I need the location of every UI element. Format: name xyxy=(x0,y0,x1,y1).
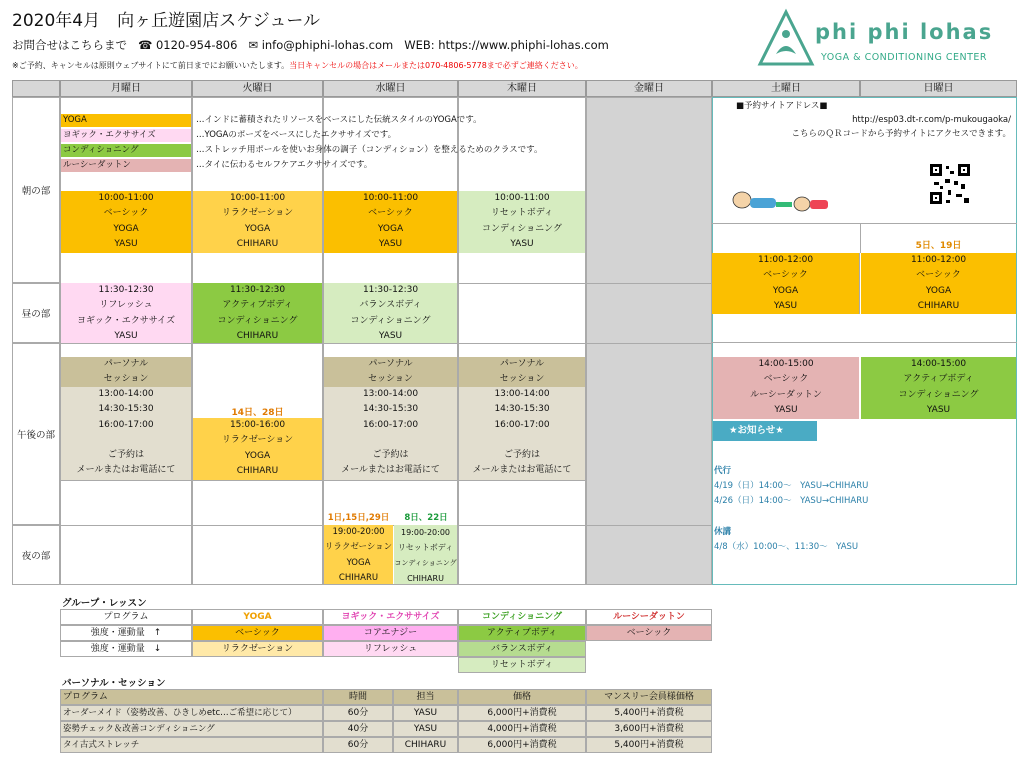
class-name: ベーシック xyxy=(763,270,808,281)
class-type: コンディショニング xyxy=(350,315,431,326)
logo-text: phi phi lohas xyxy=(815,20,994,44)
row-divider xyxy=(60,480,586,481)
personal-header-price: 価格 xyxy=(458,689,586,705)
news-off-heading: 休講 xyxy=(714,527,732,537)
class-sun-afternoon[interactable] xyxy=(861,357,1016,419)
group-yogic-core: コアエナジー xyxy=(323,625,458,641)
personal-session-wed[interactable] xyxy=(324,357,457,387)
class-mon-noon[interactable] xyxy=(61,283,191,343)
group-cond-active: アクティブボディ xyxy=(458,625,586,641)
class-instructor: CHIHARU xyxy=(407,573,444,583)
class-name: リフレッシュ xyxy=(99,300,153,311)
day-header-mon: 月曜日 xyxy=(60,80,192,97)
web-url[interactable]: WEB: https://www.phiphi-lohas.com xyxy=(404,38,609,52)
group-row1-label: 強度・運動量 ↑ xyxy=(60,625,192,641)
class-type: コンディショニング xyxy=(898,389,979,400)
logo-subtitle: YOGA & CONDITIONING CENTER xyxy=(821,52,988,63)
personal-row-instructor: YASU xyxy=(393,721,458,737)
personal-row-duration: 60分 xyxy=(323,705,393,721)
personal-row-price: 4,000円+消費税 xyxy=(458,721,586,737)
slot-time: 14:30-15:30 xyxy=(362,404,419,415)
news-sub-heading: 代行 xyxy=(714,466,732,476)
session-label: セッション xyxy=(499,374,545,385)
phone-icon: ☎ xyxy=(137,38,153,52)
legend-desc-yoga: …インドに蓄積されたリソースをベースにした伝統スタイルのYOGAです。 xyxy=(196,115,482,125)
reservation-url[interactable]: http://esp03.dt-r.com/p-mukougaoka/ xyxy=(852,115,1011,125)
class-name: リセットボディ xyxy=(397,543,454,553)
reserve-note: メールまたはお電話にて xyxy=(341,465,440,476)
session-label: セッション xyxy=(103,374,149,385)
qr-code-icon[interactable] xyxy=(928,162,972,206)
class-name: リラクゼーション xyxy=(221,208,294,219)
legend-desc-ruesi: …タイに伝わるセルフケアエクササイズです。 xyxy=(196,160,373,170)
class-name: アクティブボディ xyxy=(903,374,974,385)
class-time: 11:00-12:00 xyxy=(910,255,967,265)
personal-header-instructor: 担当 xyxy=(393,689,458,705)
page-title: 2020年4月 向ヶ丘遊園店スケジュール xyxy=(12,11,321,31)
slot-time: 16:00-17:00 xyxy=(494,419,550,430)
class-sat-morning[interactable] xyxy=(712,253,860,314)
class-instructor: YASU xyxy=(114,238,138,249)
news-substitute xyxy=(714,464,868,509)
class-mon-morning[interactable] xyxy=(61,191,191,253)
class-type: YOGA xyxy=(346,557,371,568)
reserve-note: ご予約は xyxy=(107,450,144,461)
class-instructor: YASU xyxy=(926,404,951,415)
personal-slots-thu[interactable] xyxy=(459,387,585,481)
session-label: セッション xyxy=(368,374,413,385)
class-type: ヨギック・エクササイズ xyxy=(76,315,176,326)
personal-slots-mon[interactable] xyxy=(61,387,191,481)
legend-conditioning: コンディショニング xyxy=(61,144,191,157)
class-time: 19:00-20:00 xyxy=(332,527,385,537)
group-cond-balance: バランスボディ xyxy=(458,641,586,657)
legend-desc-yogic: …YOGAのポーズをベースにしたエクササイズです。 xyxy=(196,130,397,140)
class-time: 11:30-12:30 xyxy=(362,285,419,295)
personal-row-price: 6,000円+消費税 xyxy=(458,737,586,753)
lotus-triangle-icon xyxy=(756,8,816,70)
class-type: コンディショニング xyxy=(482,223,562,234)
class-time: 10:00-11:00 xyxy=(362,193,419,203)
row-divider xyxy=(712,342,1017,343)
personal-row-program: タイ古式ストレッチ xyxy=(60,737,323,753)
class-type: YOGA xyxy=(772,285,799,296)
slot-time: 16:00-17:00 xyxy=(98,419,154,430)
slot-time: 13:00-14:00 xyxy=(494,389,550,399)
class-time: 10:00-11:00 xyxy=(494,193,550,203)
period-morning: 朝の部 xyxy=(12,97,60,283)
class-name: ベーシック xyxy=(763,374,809,385)
row-divider xyxy=(712,223,1017,224)
personal-header-member-price: マンスリー会員様価格 xyxy=(586,689,712,705)
contact-line xyxy=(12,37,609,53)
class-wed-morning[interactable] xyxy=(324,191,457,253)
class-time: 10:00-11:00 xyxy=(229,193,286,203)
legend-desc-conditioning: …ストレッチ用ポールを使いお身体の調子（コンディション）を整えるためのクラスです。 xyxy=(196,145,543,155)
personal-row-duration: 60分 xyxy=(323,737,393,753)
phone-number[interactable]: 0120-954-806 xyxy=(155,38,238,52)
group-col-yoga: YOGA xyxy=(192,609,323,625)
class-wed-noon[interactable] xyxy=(324,283,457,343)
corner-header xyxy=(12,80,60,97)
notice-text: ※ご予約、キャンセルは原則ウェブサイトにて前日までにお願いいたします。 xyxy=(12,61,290,70)
news-sub-item: 4/26（日）14:00～ YASU→CHIHARU xyxy=(714,496,869,506)
session-label: パーソナル xyxy=(103,359,149,369)
class-instructor: YASU xyxy=(114,330,138,341)
class-thu-morning[interactable] xyxy=(459,191,585,253)
news-off-item: 4/8（水）10:00～、11:30～ YASU xyxy=(714,542,859,552)
class-wed-evening-b[interactable] xyxy=(394,525,457,584)
group-program-label: プログラム xyxy=(60,609,192,625)
personal-row-price: 6,000円+消費税 xyxy=(458,705,586,721)
reserve-note: メールまたはお電話にて xyxy=(472,465,572,476)
class-name: アクティブボディ xyxy=(222,300,293,311)
group-yoga-relax: リラクゼーション xyxy=(192,641,323,657)
notice-line xyxy=(12,60,583,71)
reserve-note: メールまたはお電話にて xyxy=(76,465,176,476)
class-type: コンディショニング xyxy=(394,558,457,567)
class-name: バランスボディ xyxy=(359,300,422,311)
wed-dates-a: 1日,15日,29日 xyxy=(327,513,390,523)
personal-session-title: パーソナル・セッション xyxy=(62,678,166,689)
email-address[interactable]: info@phiphi-lohas.com xyxy=(261,38,394,52)
day-header-wed: 水曜日 xyxy=(323,80,458,97)
class-instructor: CHIHARU xyxy=(338,572,379,583)
group-cond-reset: リセットボディ xyxy=(458,657,586,673)
wed-dates-b: 8日、22日 xyxy=(404,513,448,523)
personal-row-instructor: CHIHARU xyxy=(393,737,458,753)
class-sat-afternoon[interactable] xyxy=(713,357,859,419)
slot-time: 13:00-14:00 xyxy=(362,389,419,399)
class-type: YOGA xyxy=(377,223,404,234)
period-noon: 昼の部 xyxy=(12,283,60,343)
class-time: 14:00-15:00 xyxy=(758,359,814,369)
class-instructor: YASU xyxy=(378,238,403,249)
personal-row-member-price: 5,400円+消費税 xyxy=(586,737,712,753)
day-header-thu: 木曜日 xyxy=(458,80,586,97)
news-sub-item: 4/19（日）14:00～ YASU→CHIHARU xyxy=(714,481,869,491)
day-header-fri: 金曜日 xyxy=(586,80,712,97)
reservation-note: こちらのＱＲコードから予約サイトにアクセスできます。 xyxy=(791,129,1011,139)
class-time: 11:30-12:30 xyxy=(229,285,286,295)
personal-row-instructor: YASU xyxy=(393,705,458,721)
class-time: 15:00-16:00 xyxy=(229,420,286,430)
legend-ruesi: ルーシーダットン xyxy=(61,159,191,172)
group-col-ruesi: ルーシーダットン xyxy=(586,609,712,625)
class-tue-afternoon[interactable] xyxy=(193,418,322,480)
class-name: リラクゼーション xyxy=(221,435,294,446)
class-type: ルーシーダットン xyxy=(750,389,822,400)
contact-prefix: お問合せはこちらまで xyxy=(12,38,127,52)
class-instructor: CHIHARU xyxy=(917,300,960,311)
class-name: ベーシック xyxy=(916,270,961,281)
class-instructor: CHIHARU xyxy=(236,238,279,249)
group-yoga-basic: ベーシック xyxy=(192,625,323,641)
news-tab: ★お知らせ★ xyxy=(713,421,817,441)
group-ruesi-basic: ベーシック xyxy=(586,625,712,641)
group-lesson-title: グループ・レッスン xyxy=(62,598,147,609)
slot-time: 13:00-14:00 xyxy=(98,389,154,399)
class-tue-morning[interactable] xyxy=(193,191,322,253)
group-col-conditioning: コンディショニング xyxy=(458,609,586,625)
personal-header-duration: 時間 xyxy=(323,689,393,705)
tue-dates: 14日、28日 xyxy=(231,408,284,418)
mail-icon: ✉ xyxy=(248,38,259,52)
sun-dates: 5日、19日 xyxy=(915,241,962,251)
class-time: 19:00-20:00 xyxy=(401,528,450,537)
group-row2-label: 強度・運動量 ↓ xyxy=(60,641,192,657)
class-type: コンディショニング xyxy=(217,315,298,326)
slot-time: 16:00-17:00 xyxy=(362,419,419,430)
legend-yogic: ヨギック・エクササイズ xyxy=(61,129,191,142)
session-label: パーソナル xyxy=(368,359,413,369)
class-type: YOGA xyxy=(244,450,271,461)
class-wed-evening-a[interactable] xyxy=(324,525,393,584)
personal-header-program: プログラム xyxy=(60,689,323,705)
reservation-heading: ■予約サイトアドレス■ xyxy=(736,101,828,111)
reserve-note: ご予約は xyxy=(372,450,409,461)
period-afternoon: 午後の部 xyxy=(12,343,60,525)
personal-row-program: 姿勢チェック＆改善コンディショニング xyxy=(60,721,323,737)
personal-row-program: オーダーメイド（姿勢改善、ひきしめetc…ご希望に応じて） xyxy=(60,705,323,721)
class-name: リラクゼーション xyxy=(324,542,393,553)
period-evening: 夜の部 xyxy=(12,525,60,585)
personal-session-mon[interactable] xyxy=(61,357,191,387)
class-name: リセットボディ xyxy=(490,208,554,219)
session-label: パーソナル xyxy=(499,359,545,369)
class-sun-morning[interactable] xyxy=(861,253,1016,314)
day-header-sat: 土曜日 xyxy=(712,80,860,97)
class-instructor: YASU xyxy=(773,300,798,311)
legend-yoga: YOGA xyxy=(61,114,191,127)
day-header-tue: 火曜日 xyxy=(192,80,323,97)
col-fri xyxy=(586,97,712,585)
group-col-yogic: ヨギック・エクササイズ xyxy=(323,609,458,625)
class-instructor: CHIHARU xyxy=(236,465,279,476)
class-type: YOGA xyxy=(244,223,271,234)
class-type: YOGA xyxy=(113,223,139,234)
personal-row-duration: 40分 xyxy=(323,721,393,737)
class-time: 14:00-15:00 xyxy=(910,359,967,369)
personal-row-member-price: 5,400円+消費税 xyxy=(586,705,712,721)
class-name: ベーシック xyxy=(368,208,413,219)
personal-slots-wed[interactable] xyxy=(324,387,457,481)
personal-session-thu[interactable] xyxy=(459,357,585,387)
day-header-sun: 日曜日 xyxy=(860,80,1017,97)
group-yogic-refresh: リフレッシュ xyxy=(323,641,458,657)
class-tue-noon[interactable] xyxy=(193,283,322,343)
class-time: 11:00-12:00 xyxy=(757,255,814,265)
class-name: ベーシック xyxy=(103,208,149,219)
personal-row-member-price: 3,600円+消費税 xyxy=(586,721,712,737)
class-instructor: YASU xyxy=(774,404,798,415)
col-thu xyxy=(458,97,586,585)
news-cancel xyxy=(714,525,858,555)
slot-time: 14:30-15:30 xyxy=(98,404,154,415)
reserve-note: ご予約は xyxy=(503,450,540,461)
class-instructor: YASU xyxy=(510,238,534,249)
stretch-figure-icon xyxy=(730,190,830,216)
class-instructor: CHIHARU xyxy=(236,330,279,341)
class-time: 11:30-12:30 xyxy=(98,285,154,295)
class-type: YOGA xyxy=(925,285,952,296)
class-time: 10:00-11:00 xyxy=(98,193,154,203)
slot-time: 14:30-15:30 xyxy=(494,404,550,415)
class-instructor: YASU xyxy=(378,330,403,341)
notice-red-text: 当日キャンセルの場合はメールまたは070-4806-5778まで必ずご連絡ください。 xyxy=(289,61,583,70)
